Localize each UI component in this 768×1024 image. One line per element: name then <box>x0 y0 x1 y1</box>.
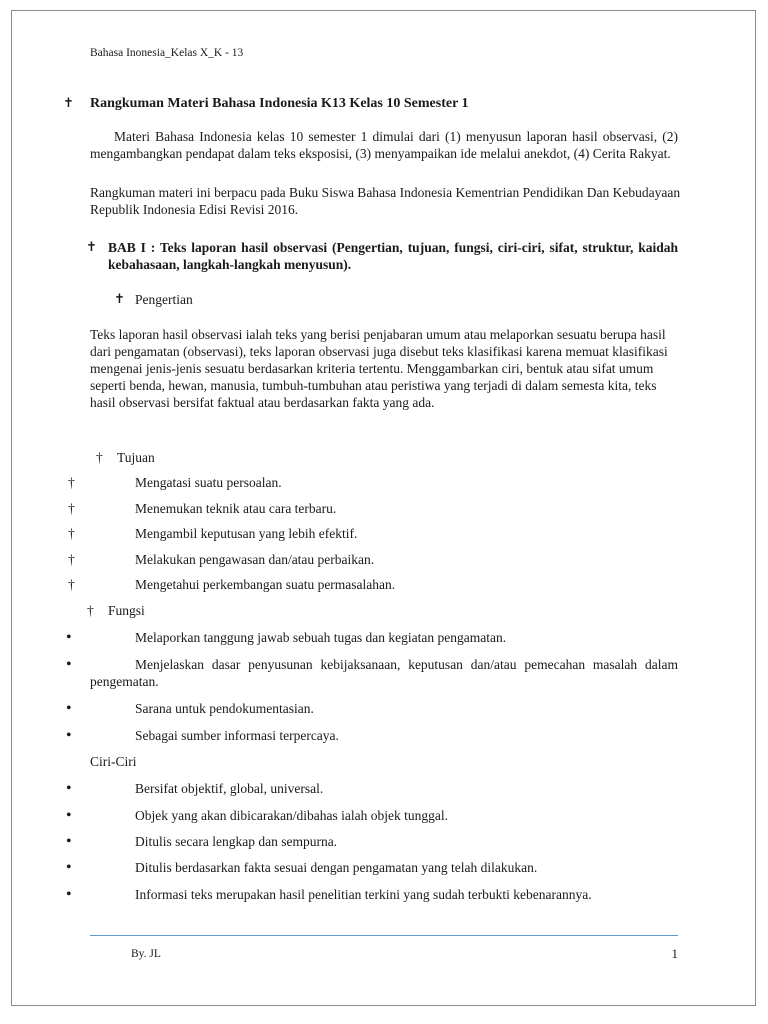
ciri-item: Bersifat objektif, global, universal. <box>135 781 324 796</box>
fungsi-item: Menjelaskan dasar penyusunan kebijaksanaan, keputusan dan/atau pemecahan masalah dalam pengematan. <box>90 657 678 689</box>
tujuan-item: Mengambil keputusan yang lebih efektif. <box>135 526 358 541</box>
pengertian-text: Teks laporan hasil observasi ialah teks yang berisi penjabaran umum atau melaporkan sesuatu berupa hasil dari pengamatan (observasi), teks laporan observasi juga disebut teks klasifikasi karena memuat klasifikasi mengenai jenis-jenis sesuatu berdasarkan kriteria tertentu. Menggambarkan ciri, bentuk atau sifat umum seperti benda, hewan, manusia, tumbuh-tumbuhan atau peristiwa yang terjadi di dalam semesta kita, teks hasil observasi bersifat faktual atau berdasarkan fakta yang ada. <box>90 327 668 410</box>
tujuan-item: Menemukan teknik atau cara terbaru. <box>135 501 337 516</box>
dagger-icon: † <box>68 526 75 541</box>
document-title: Rangkuman Materi Bahasa Indonesia K13 Kelas 10 Semester 1 <box>90 96 469 111</box>
bullet-icon: • <box>66 807 72 824</box>
bullet-icon: • <box>66 833 72 850</box>
ciri-item: Objek yang akan dibicarakan/dibahas ialah objek tunggal. <box>135 808 449 823</box>
bullet-icon: • <box>66 656 72 673</box>
dagger-icon: † <box>68 577 75 592</box>
bab1-cross-icon: ✝ <box>86 239 97 254</box>
tujuan-item: Mengatasi suatu persoalan. <box>135 475 282 490</box>
bullet-icon: • <box>66 780 72 797</box>
bullet-icon: • <box>66 700 72 717</box>
ciri-item: Ditulis secara lengkap dan sempurna. <box>135 834 338 849</box>
fungsi-item: Melaporkan tanggung jawab sebuah tugas dan kegiatan pengamatan. <box>135 630 507 645</box>
tujuan-item: Melakukan pengawasan dan/atau perbaikan. <box>135 552 375 567</box>
tujuan-dagger-icon: † <box>96 450 103 465</box>
intro-paragraph-1: Materi Bahasa Indonesia kelas 10 semester 1 dimulai dari (1) menyusun laporan hasil observasi, (2) mengambangkan pendapat dalam teks eksposisi, (3) menyampaikan ide melalui anekdot, (4) Cerita Rakyat. <box>90 129 678 161</box>
dagger-icon: † <box>68 501 75 516</box>
pengertian-label: Pengertian <box>135 292 193 307</box>
tujuan-item: Mengetahui perkembangan suatu permasalahan. <box>135 577 396 592</box>
tujuan-label: Tujuan <box>117 450 155 465</box>
title-cross-icon: ✝ <box>63 95 74 110</box>
bab1-heading: BAB I : Teks laporan hasil observasi (Pengertian, tujuan, fungsi, ciri-ciri, sifat, struktur, kaidah kebahasaan, langkah-langkah menyusun). <box>108 240 678 272</box>
ciri-item: Ditulis berdasarkan fakta sesuai dengan pengamatan yang telah dilakukan. <box>135 860 538 875</box>
fungsi-dagger-icon: † <box>87 603 94 618</box>
bullet-icon: • <box>66 629 72 646</box>
intro-paragraph-2: Rangkuman materi ini berpacu pada Buku Siswa Bahasa Indonesia Kementrian Pendidikan Dan Kebudayaan Republik Indonesia Edisi Revisi 2016. <box>90 185 681 217</box>
footer-divider <box>90 935 678 936</box>
page-number: 1 <box>671 946 678 961</box>
ciri-label: Ciri-Ciri <box>90 754 137 769</box>
footer-author: By. JL <box>131 948 161 960</box>
page-header: Bahasa Inonesia_Kelas X_K - 13 <box>90 47 244 59</box>
ciri-item: Informasi teks merupakan hasil penelitian terkini yang sudah terbukti kebenarannya. <box>135 887 592 902</box>
fungsi-label: Fungsi <box>108 603 145 618</box>
bullet-icon: • <box>66 886 72 903</box>
fungsi-item: Sebagai sumber informasi terpercaya. <box>135 728 339 743</box>
dagger-icon: † <box>68 475 75 490</box>
bullet-icon: • <box>66 859 72 876</box>
bullet-icon: • <box>66 727 72 744</box>
fungsi-item: Sarana untuk pendokumentasian. <box>135 701 314 716</box>
dagger-icon: † <box>68 552 75 567</box>
pengertian-cross-icon: ✝ <box>114 291 125 306</box>
